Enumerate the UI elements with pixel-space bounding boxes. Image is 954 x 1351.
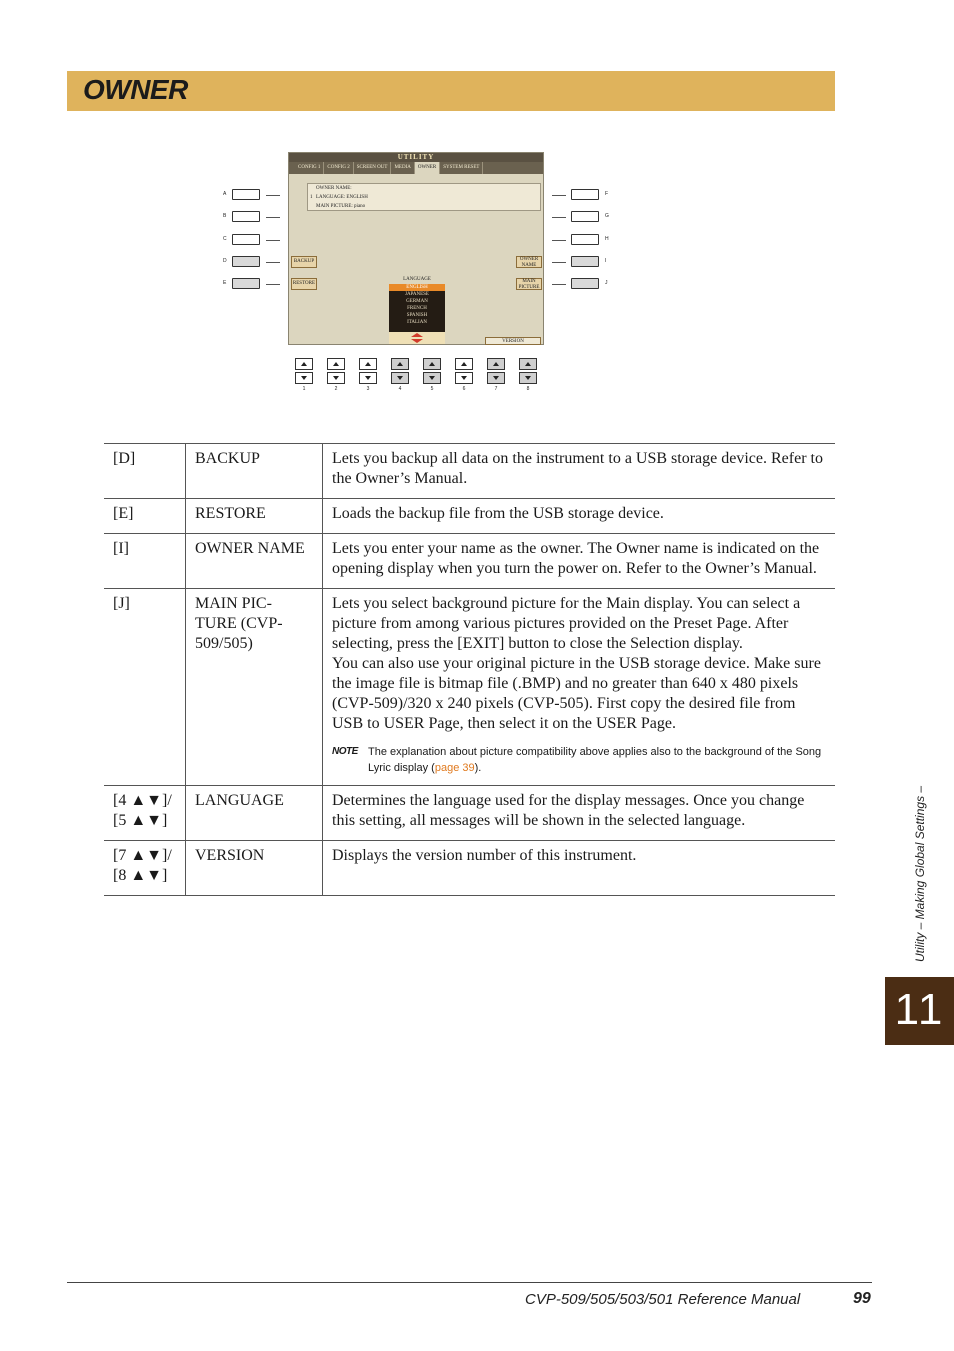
arrow-down-icon	[411, 339, 423, 343]
down-arrow-icon	[429, 376, 435, 380]
note-end: ).	[474, 762, 482, 774]
button-c[interactable]	[232, 234, 260, 245]
button-letter-h: H	[605, 236, 609, 242]
up-arrow-icon	[493, 362, 499, 366]
page-number: 99	[853, 1290, 871, 1307]
button-letter-i: I	[605, 258, 607, 264]
down-arrow-icon	[301, 376, 307, 380]
parameter-cell: VERSION	[186, 841, 323, 896]
language-option-german[interactable]: GERMAN	[406, 299, 428, 304]
language-row: LANGUAGE: ENGLISH	[316, 195, 368, 200]
down-arrow-icon	[525, 376, 531, 380]
restore-button[interactable]: RESTORE	[291, 278, 317, 290]
leader-line	[552, 240, 566, 241]
table-row	[104, 786, 835, 841]
number-label: 8	[526, 386, 530, 392]
arrow-up-icon	[411, 333, 423, 337]
up-arrow-icon	[461, 362, 467, 366]
number-button-5[interactable]	[423, 358, 441, 392]
number-button-6[interactable]	[455, 358, 473, 392]
number-button-3[interactable]	[359, 358, 377, 392]
language-option-spanish[interactable]: SPANISH	[406, 313, 428, 318]
description-paragraph: You can also use your original picture in the USB storage device. Make sure the image file is bitmap file (.BMP) and no greater than 640 x 480 pixels (CVP-509)/320 x 240 pixels (CVP-505). First copy the desired file from USB to USER Page, then select it on the USER Page.	[332, 655, 821, 732]
down-arrow-icon	[397, 376, 403, 380]
button-f[interactable]	[571, 189, 599, 200]
description-cell: Lets you enter your name as the owner. The Owner name is indicated on the opening display when you turn the power on. Refer to the Owner’s Manual.	[323, 534, 836, 589]
owner-name-row: OWNER NAME:	[316, 186, 352, 191]
parameter-cell: LANGUAGE	[186, 786, 323, 841]
language-option-french[interactable]: FRENCH	[407, 306, 427, 311]
chapter-number: 11	[894, 985, 945, 1034]
tab-media[interactable]: MEDIA	[391, 162, 414, 174]
main-picture-button[interactable]: MAIN PICTURE	[516, 278, 542, 290]
table-row	[104, 841, 835, 896]
button-d[interactable]	[232, 256, 260, 267]
chapter-caption: Utility – Making Global Settings –	[913, 785, 927, 962]
table-row	[104, 444, 835, 499]
lcd-title: UTILITY	[289, 153, 543, 162]
button-letter-c: C	[223, 236, 227, 242]
utility-owner-illustration	[220, 150, 620, 400]
up-arrow-icon	[525, 362, 531, 366]
button-b[interactable]	[232, 211, 260, 222]
leader-line	[552, 284, 566, 285]
language-option-japanese[interactable]: JAPANESE	[405, 292, 429, 297]
description-paragraph: Lets you select background picture for the Main display. You can select a picture from among various pictures provided on the Preset Page. After selecting, press the [EXIT] button to close the Selection display.	[332, 595, 801, 652]
leader-line	[552, 195, 566, 196]
version-button[interactable]: VERSION	[485, 337, 541, 345]
up-arrow-icon	[301, 362, 307, 366]
leader-line	[266, 240, 280, 241]
button-h[interactable]	[571, 234, 599, 245]
button-g[interactable]	[571, 211, 599, 222]
language-option-english[interactable]: ENGLISH	[389, 284, 445, 291]
leader-line	[266, 284, 280, 285]
leader-line	[552, 217, 566, 218]
tab-config-1[interactable]: CONFIG 1	[295, 162, 324, 174]
button-a[interactable]	[232, 189, 260, 200]
section-header	[67, 71, 835, 111]
up-arrow-icon	[397, 362, 403, 366]
leader-line	[266, 262, 280, 263]
description-cell: Determines the language used for the display messages. Once you change this setting, all messages will be shown in the selected language.	[323, 786, 836, 841]
button-cell: [7 ▲▼]/ [8 ▲▼]	[104, 841, 186, 896]
button-letter-g: G	[605, 213, 609, 219]
leader-line	[552, 262, 566, 263]
parameter-cell: RESTORE	[186, 499, 323, 534]
button-letter-e: E	[223, 280, 227, 286]
backup-button[interactable]: BACKUP	[291, 256, 317, 268]
lcd-tabs	[289, 162, 543, 174]
footer-divider	[67, 1282, 872, 1283]
button-j[interactable]	[571, 278, 599, 289]
section-title: OWNER	[83, 74, 188, 105]
button-letter-d: D	[223, 258, 227, 264]
page-link[interactable]: page 39	[434, 762, 475, 774]
note-block	[332, 744, 826, 776]
note-label: NOTE	[332, 746, 358, 757]
up-arrow-icon	[333, 362, 339, 366]
table-row	[104, 534, 835, 589]
button-letter-a: A	[223, 191, 227, 197]
number-label: 2	[334, 386, 338, 392]
language-label: LANGUAGE	[403, 277, 431, 282]
table-row	[104, 589, 835, 786]
description-cell	[323, 589, 836, 786]
number-button-2[interactable]	[327, 358, 345, 392]
button-letter-f: F	[605, 191, 609, 197]
parameter-cell: MAIN PIC-TURE (CVP-509/505)	[186, 589, 323, 786]
button-letter-b: B	[223, 213, 227, 219]
button-letter-j: J	[605, 280, 608, 286]
lcd-display	[288, 152, 544, 345]
owner-name-button[interactable]: OWNER NAME	[516, 256, 542, 268]
down-arrow-icon	[461, 376, 467, 380]
number-label: 4	[398, 386, 402, 392]
owner-parameters-table	[104, 443, 835, 896]
page-index: 1	[310, 195, 313, 200]
number-label: 5	[430, 386, 434, 392]
button-cell: [I]	[104, 534, 186, 589]
number-label: 3	[366, 386, 370, 392]
note-text: The explanation about picture compatibility above applies also to the background of the Song Lyric display (	[368, 746, 822, 774]
manual-title: CVP-509/505/503/501 Reference Manual	[525, 1291, 801, 1308]
language-list[interactable]	[389, 284, 445, 332]
number-button-7[interactable]	[487, 358, 505, 392]
parameter-cell: OWNER NAME	[186, 534, 323, 589]
language-scroll-arrows[interactable]	[389, 332, 445, 344]
number-button-8[interactable]	[519, 358, 537, 392]
up-arrow-icon	[429, 362, 435, 366]
button-cell: [4 ▲▼]/ [5 ▲▼]	[104, 786, 186, 841]
description-cell: Displays the version number of this instrument.	[323, 841, 836, 896]
leader-line	[266, 217, 280, 218]
number-label: 1	[302, 386, 306, 392]
main-picture-row: MAIN PICTURE: piano	[316, 204, 366, 209]
leader-line	[266, 195, 280, 196]
tab-system-reset[interactable]: SYSTEM RESET	[440, 162, 483, 174]
tab-owner[interactable]: OWNER	[415, 162, 440, 174]
number-label: 6	[462, 386, 466, 392]
button-cell: [D]	[104, 444, 186, 499]
up-arrow-icon	[365, 362, 371, 366]
number-button-4[interactable]	[391, 358, 409, 392]
button-e[interactable]	[232, 278, 260, 289]
owner-info-panel	[307, 183, 541, 211]
down-arrow-icon	[333, 376, 339, 380]
tab-screen-out[interactable]: SCREEN OUT	[354, 162, 392, 174]
number-label: 7	[494, 386, 498, 392]
down-arrow-icon	[365, 376, 371, 380]
description-cell: Lets you backup all data on the instrument to a USB storage device. Refer to the Owner’s Manual.	[323, 444, 836, 499]
button-cell: [J]	[104, 589, 186, 786]
button-cell: [E]	[104, 499, 186, 534]
chapter-tab[interactable]	[885, 977, 954, 1045]
note-text-wrap	[368, 744, 826, 776]
button-i[interactable]	[571, 256, 599, 267]
language-option-italian[interactable]: ITALIAN	[407, 320, 427, 325]
down-arrow-icon	[493, 376, 499, 380]
parameter-cell: BACKUP	[186, 444, 323, 499]
tab-config-2[interactable]: CONFIG 2	[324, 162, 353, 174]
number-button-1[interactable]	[295, 358, 313, 392]
table-row	[104, 499, 835, 534]
description-cell: Loads the backup file from the USB storage device.	[323, 499, 836, 534]
